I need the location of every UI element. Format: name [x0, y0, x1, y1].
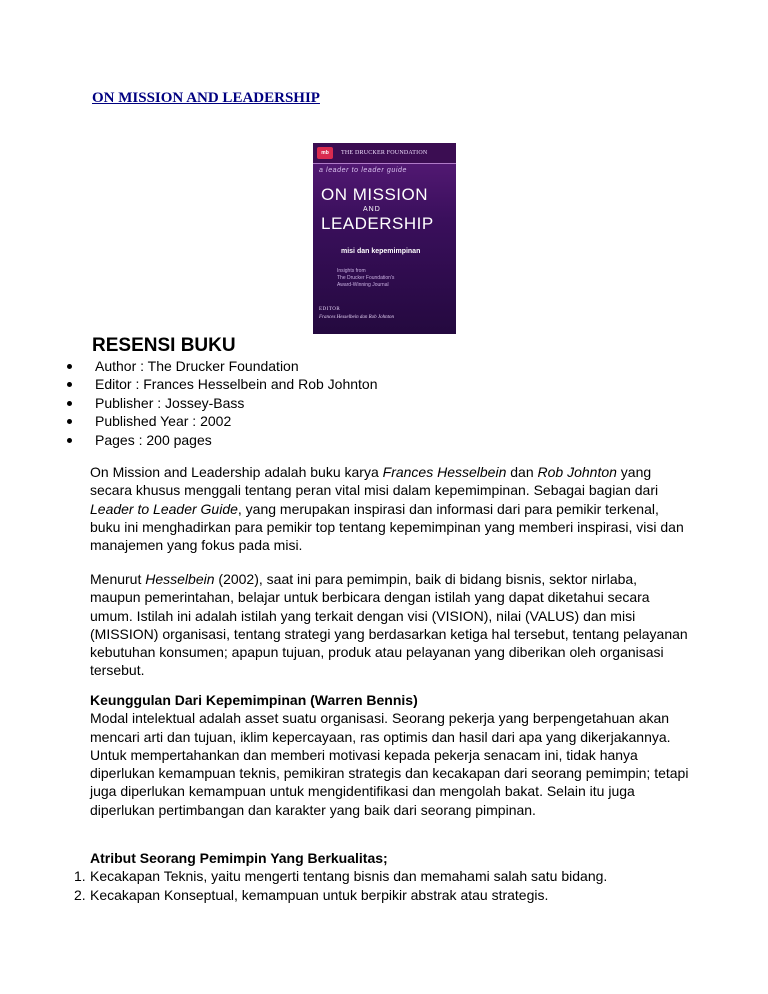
- cover-editor-label: EDITOR: [319, 307, 341, 312]
- cover-editor: [319, 306, 394, 322]
- section-body-bennis: Modal intelektual adalah asset suatu organisasi. Seorang pekerja yang berpengetahuan akan mencari arti dan tujuan, iklim kepercayaan, ras optimis dan hasil dari apa yang dikerjakannya. Untuk mempertahankan dan memberi motivasi kepada pekerja senacam ini, tidak hanya diperlukan kemampuan teknis, pemikiran strategis dan kecakapan dari seorang pemimpin; tetapi juga diperlukan kemampuan untuk mengidentifikasi dan mengolah bakat. Selain itu juga diperlukan pertimbangan dan karakter yang baik dari seorang pimpinan.: [90, 710, 689, 818]
- cover-insights-line3: Award-Winning Journal: [337, 282, 389, 288]
- attributes-list: [74, 867, 690, 904]
- p1-text-c: yang secara khusus menggali tentang peran vital misi dalam kepemimpinan. Sebagai bagian dari: [90, 464, 659, 499]
- detail-year: Published Year : 2002: [95, 413, 232, 430]
- publisher-logo: mb: [317, 147, 333, 159]
- title-link[interactable]: ON MISSION AND LEADERSHIP: [92, 90, 320, 106]
- list-number: 2.: [74, 886, 86, 903]
- detail-editor: Editor : Frances Hesselbein and Rob Johnton: [95, 376, 378, 393]
- detail-author: Author : The Drucker Foundation: [95, 358, 299, 374]
- cover-insights-line1: Insights from: [337, 268, 366, 274]
- cover-insights-line2: The Drucker Foundation's: [337, 275, 395, 281]
- p2-text-a: Menurut: [90, 571, 146, 587]
- intro-paragraph: [90, 463, 690, 554]
- section-heading-attributes: Atribut Seorang Pemimpin Yang Berkualitas;: [90, 850, 388, 866]
- detail-publisher: Publisher : Jossey-Bass: [95, 394, 245, 411]
- attributes-section: [74, 849, 690, 904]
- list-item: [74, 867, 690, 885]
- bullet-icon: [67, 364, 72, 369]
- leadership-section: [90, 691, 690, 819]
- p1-author-name: Frances Hesselbein: [382, 464, 507, 480]
- cover-title-line1: ON MISSION: [321, 185, 429, 204]
- section-heading-bennis: Keunggulan Dari Kepemimpinan (Warren Bennis): [90, 692, 418, 708]
- cover-editor-names: Frances Hesselbein dan Rob Johnton: [319, 315, 394, 320]
- p1-guide-title: Leader to Leader Guide: [90, 500, 238, 517]
- bullet-icon: [67, 401, 72, 406]
- p2-text-b: (2002), saat ini para pemimpin, baik di bidang bisnis, sektor nirlaba, maupun pemerintahan, belajar untuk berbicara dengan istilah yang dapat diketahui secara umum. Istilah ini adalah istilah yang terkait dengan visi (VISION), nilai (VALUS) dan misi (MISSION) organisasi, tentang strategi yang berdasarkan ketiga hal tersebut, tentang pelayanan kebutuhan konsumen; apapun tujuan, produk atau pelayanan yang diberikan oleh organisasi tersebut.: [90, 571, 688, 679]
- p2-author-name: Hesselbein: [145, 571, 215, 587]
- bullet-icon: [67, 438, 72, 443]
- list-number: 1.: [74, 868, 86, 885]
- review-heading: RESENSI BUKU: [92, 335, 236, 356]
- p1-editor-name: Rob Johnton: [537, 464, 617, 480]
- cover-translated-title: misi dan kepemimpinan: [341, 248, 421, 255]
- list-item-text: Kecakapan Teknis, yaitu mengerti tentang bisnis dan memahami salah satu bidang.: [90, 868, 608, 885]
- cover-title-line2: LEADERSHIP: [321, 214, 434, 233]
- context-paragraph: [90, 570, 690, 680]
- list-item: [74, 886, 690, 904]
- cover-title-and: AND: [363, 206, 381, 213]
- bullet-icon: [67, 382, 72, 387]
- book-cover-image: [313, 143, 456, 334]
- bullet-icon: [67, 419, 72, 424]
- cover-top-bar: [313, 143, 456, 164]
- cover-subtitle: a leader to leader guide: [319, 167, 407, 174]
- list-item-text: Kecakapan Konseptual, kemampuan untuk berpikir abstrak atau strategis.: [90, 886, 549, 903]
- p1-text-a: On Mission and Leadership adalah buku karya: [90, 464, 383, 480]
- detail-pages: Pages : 200 pages: [95, 431, 212, 448]
- cover-foundation: THE DRUCKER FOUNDATION: [341, 150, 428, 156]
- p1-text-b: dan: [506, 464, 538, 480]
- p1-text-d: , yang merupakan inspirasi dan informasi dari para pemikir terkenal, buku ini menghadirkan para pemikir top tentang kepemimpinan yang memberi inspirasi, visi dan manajemen yang fokus pada misi.: [90, 500, 684, 554]
- cover-insights: [337, 268, 394, 289]
